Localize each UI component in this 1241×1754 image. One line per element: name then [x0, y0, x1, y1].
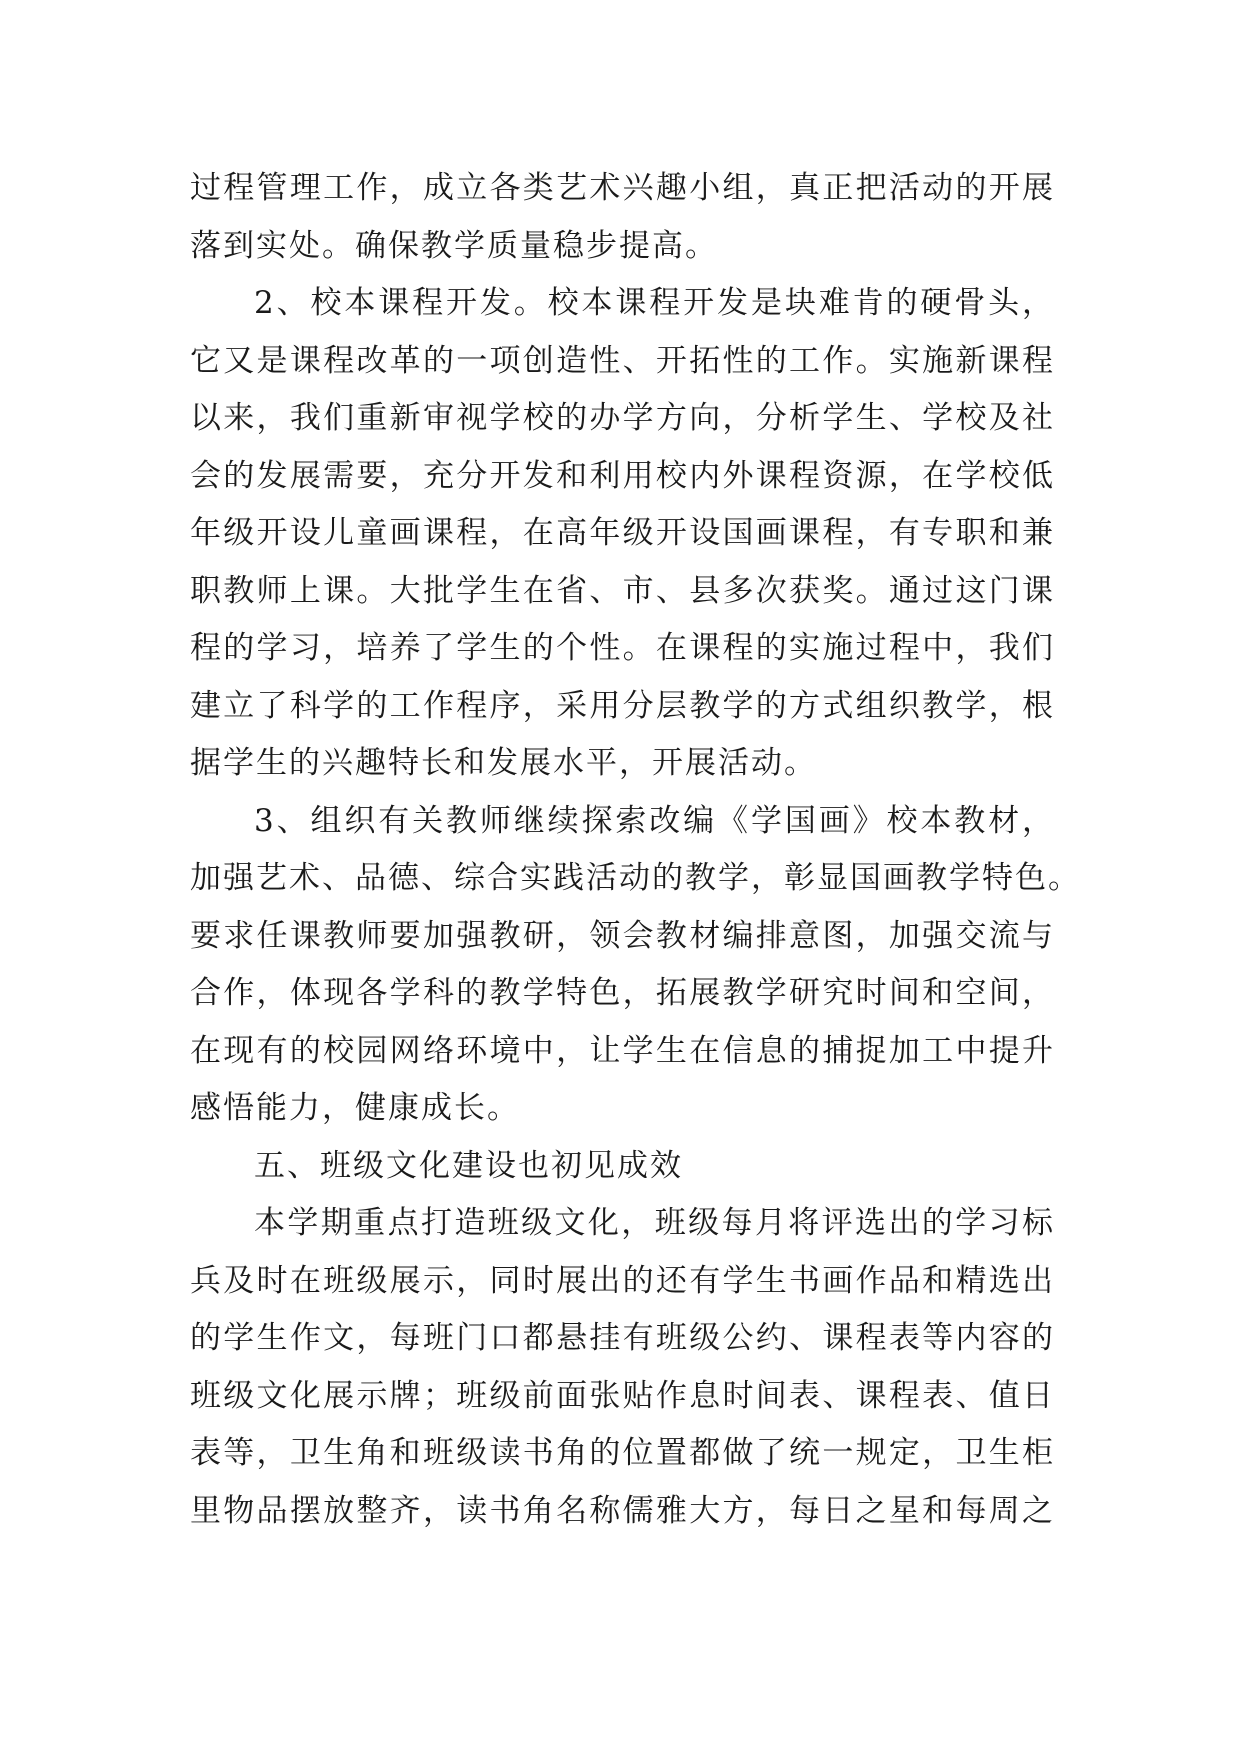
text-line: 兵及时在班级展示，同时展出的还有学生书画作品和精选出: [190, 1262, 1055, 1299]
text-line: 它又是课程改革的一项创造性、开拓性的工作。实施新课程: [190, 342, 1055, 379]
text-line: 班级文化展示牌；班级前面张贴作息时间表、课程表、值日: [190, 1377, 1055, 1414]
text-line: 程的学习，培养了学生的个性。在课程的实施过程中，我们: [190, 630, 1055, 666]
text-line: 2、校本课程开发。校本课程开发是块难肯的硬骨头，: [254, 285, 1055, 321]
text-line: 要求任课教师要加强教研，领会教材编排意图，加强交流与: [190, 917, 1055, 954]
text-line: 本学期重点打造班级文化，班级每月将评选出的学习标: [254, 1205, 1055, 1241]
text-line: 合作，体现各学科的教学特色，拓展教学研究时间和空间，: [190, 975, 1055, 1011]
text-line: 建立了科学的工作程序，采用分层教学的方式组织教学，根: [190, 687, 1055, 724]
text-line: 职教师上课。大批学生在省、市、县多次获奖。通过这门课: [190, 572, 1055, 609]
text-line: 的学生作文，每班门口都悬挂有班级公约、课程表等内容的: [190, 1320, 1055, 1356]
document-body: [190, 160, 1081, 1540]
text-line: 会的发展需要，充分开发和利用校内外课程资源，在学校低: [190, 457, 1055, 494]
text-line: 在现有的校园网络环境中，让学生在信息的捕捉加工中提升: [190, 1032, 1055, 1069]
text-line: 五、班级文化建设也初见成效: [254, 1147, 683, 1184]
text-line: 3、组织有关教师继续探索改编《学国画》校本教材，: [254, 802, 1055, 839]
text-line: 里物品摆放整齐，读书角名称儒雅大方，每日之星和每周之: [190, 1492, 1055, 1529]
text-line: 据学生的兴趣特长和发展水平，开展活动。: [190, 745, 817, 781]
text-line: 以来，我们重新审视学校的办学方向，分析学生、学校及社: [190, 400, 1055, 436]
text-line: 感悟能力，健康成长。: [190, 1090, 520, 1126]
text-line: 加强艺术、品德、综合实践活动的教学，彰显国画教学特色。: [190, 860, 1081, 896]
text-line: 落到实处。确保教学质量稳步提高。: [190, 227, 718, 264]
text-line: 表等，卫生角和班级读书角的位置都做了统一规定，卫生柜: [190, 1435, 1055, 1471]
text-line: 过程管理工作，成立各类艺术兴趣小组，真正把活动的开展: [190, 170, 1055, 206]
text-line: 年级开设儿童画课程，在高年级开设国画课程，有专职和兼: [190, 515, 1055, 551]
